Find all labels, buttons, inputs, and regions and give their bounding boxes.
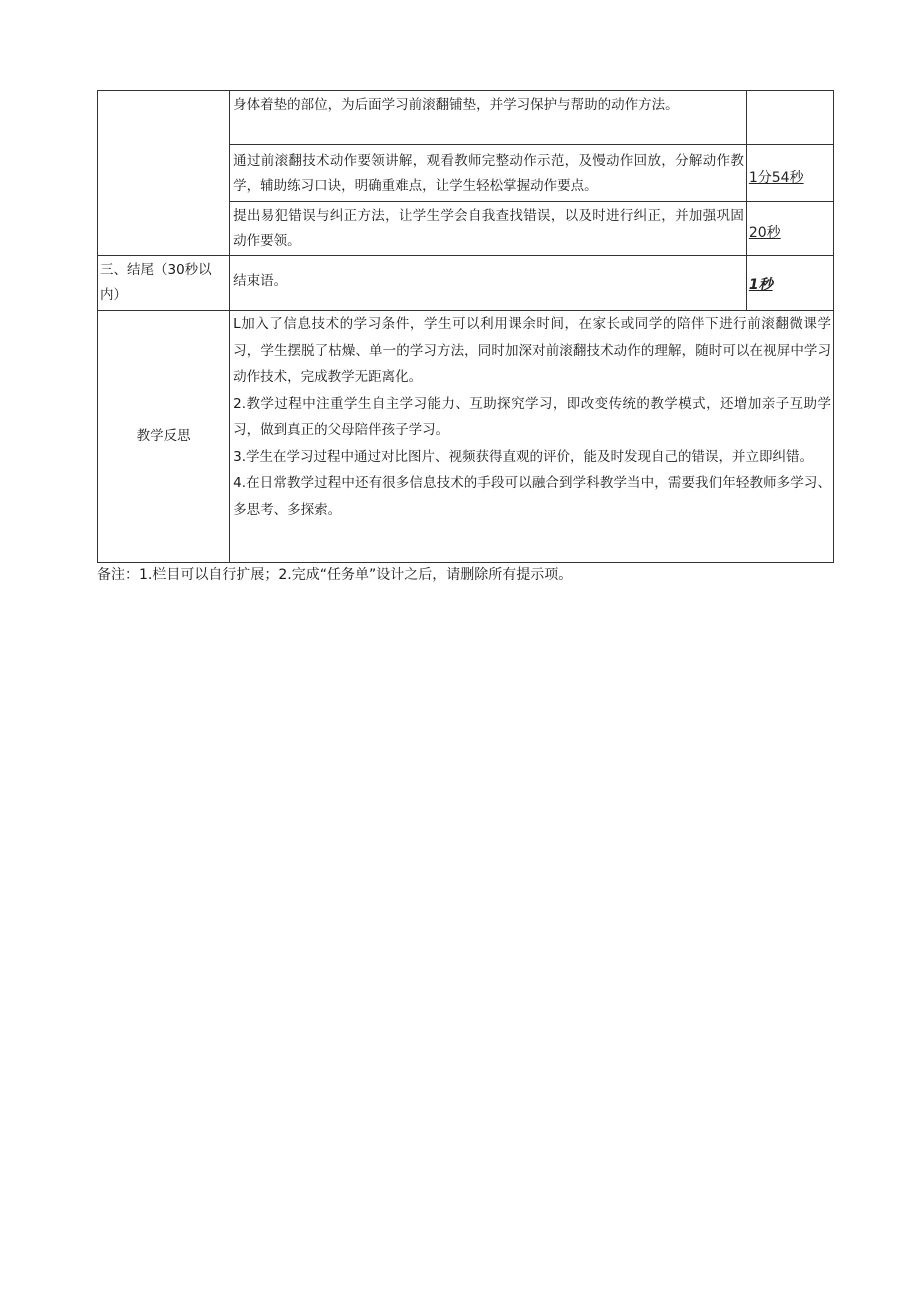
content-text: 通过前滚翻技术动作要领讲解，观看教师完整动作示范，及慢动作回放，分解动作教学，辅助练习口诀，明确重难点，让学生轻松掌握动作要点。 <box>233 153 744 194</box>
lesson-plan-table <box>97 90 834 563</box>
content-cell <box>230 202 747 256</box>
time-text: 1秒 <box>748 276 773 293</box>
time-cell <box>746 145 833 202</box>
content-text: 身体着垫的部位，为后面学习前滚翻铺垫，并学习保护与帮助的动作方法。 <box>233 97 679 113</box>
section-label-cell <box>98 91 230 256</box>
footnote: 备注：1.栏目可以自行扩展；2.完成“任务单”设计之后，请删除所有提示项。 <box>97 567 573 583</box>
content-cell <box>230 91 747 145</box>
reflection-content-cell <box>230 311 834 563</box>
content-cell <box>230 256 747 311</box>
content-text: 提出易犯错误与纠正方法，让学生学会自我查找错误，以及时进行纠正，并加强巩固动作要领。 <box>233 208 744 249</box>
table-row <box>98 256 834 311</box>
time-text: 1分54秒 <box>748 169 804 186</box>
reflection-item: 4.在日常教学过程中还有很多信息技术的手段可以融合到学科教学当中，需要我们年轻教师多学习、多思考、多探索。 <box>233 475 831 518</box>
content-cell <box>230 145 747 202</box>
document-page <box>97 90 834 585</box>
time-cell <box>746 202 833 256</box>
table-row <box>98 91 834 145</box>
section-label: 三、结尾（30秒以内） <box>100 262 212 303</box>
reflection-item: 2.教学过程中注重学生自主学习能力、互助探究学习，即改变传统的教学模式，还增加亲子互助学习，做到真正的父母陪伴孩子学习。 <box>233 395 831 438</box>
time-cell <box>746 256 833 311</box>
time-text: 20秒 <box>748 225 781 241</box>
time-cell <box>746 91 833 145</box>
reflection-item: 3.学生在学习过程中通过对比图片、视频获得直观的评价，能及时发现自己的错误，并立即纠错。 <box>233 448 814 465</box>
content-text: 结束语。 <box>233 273 288 289</box>
reflection-label: 教学反思 <box>136 428 191 444</box>
reflection-row <box>98 311 834 563</box>
reflection-item: L加入了信息技术的学习条件，学生可以利用课余时间，在家长或同学的陪伴下进行前滚翻微课学习，学生摆脱了枯燥、单一的学习方法，同时加深对前滚翻技术动作的理解，随时可以在视屏中学习动作技术，完成教学无距离化。 <box>233 316 831 385</box>
section-label <box>98 91 229 93</box>
reflection-label-cell <box>98 311 230 563</box>
section-label-cell <box>98 256 230 311</box>
